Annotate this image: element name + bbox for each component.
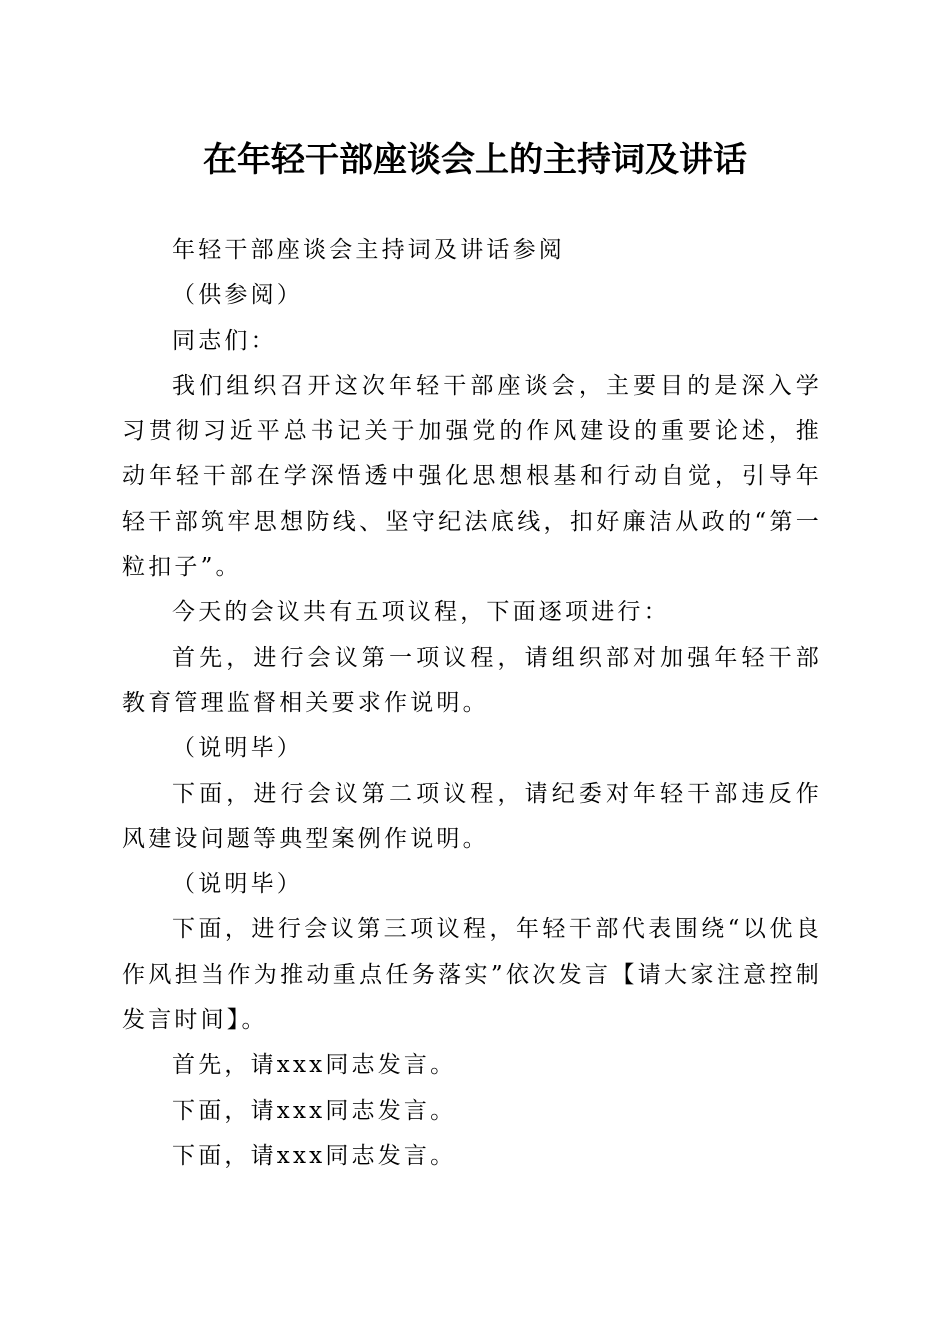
- agenda-item-3: 下面，进行会议第三项议程，年轻干部代表围绕“以优良作风担当作为推动重点任务落实”依次发言【请大家注意控制发言时间】。: [122, 916, 822, 1034]
- document-title: 在年轻干部座谈会上的主持词及讲话: [203, 140, 747, 180]
- speaker-2: 下面，请xxx同志发言。: [172, 1097, 457, 1124]
- speaker-1: 首先，请xxx同志发言。: [172, 1052, 457, 1079]
- speaker-3: 下面，请xxx同志发言。: [172, 1142, 457, 1169]
- agenda-item-1-end: （说明毕）: [172, 735, 303, 762]
- agenda-item-2: 下面，进行会议第二项议程，请纪委对年轻干部违反作风建设问题等典型案例作说明。: [122, 780, 822, 852]
- agenda-overview: 今天的会议共有五项议程，下面逐项进行：: [172, 599, 670, 626]
- salutation: 同志们：: [172, 327, 277, 354]
- reference-note: （供参阅）: [172, 282, 303, 309]
- agenda-item-2-end: （说明毕）: [172, 871, 303, 898]
- subtitle-paragraph: 年轻干部座谈会主持词及讲话参阅: [172, 237, 565, 263]
- document-body: [122, 228, 822, 1179]
- agenda-item-1: 首先，进行会议第一项议程，请组织部对加强年轻干部教育管理监督相关要求作说明。: [122, 644, 822, 716]
- intro-paragraph: 我们组织召开这次年轻干部座谈会，主要目的是深入学习贯彻习近平总书记关于加强党的作风建设的重要论述，推动年轻干部在学深悟透中强化思想根基和行动自觉，引导年轻干部筑牢思想防线、坚守纪法底线，扣好廉洁从政的“第一粒扣子”。: [122, 372, 822, 581]
